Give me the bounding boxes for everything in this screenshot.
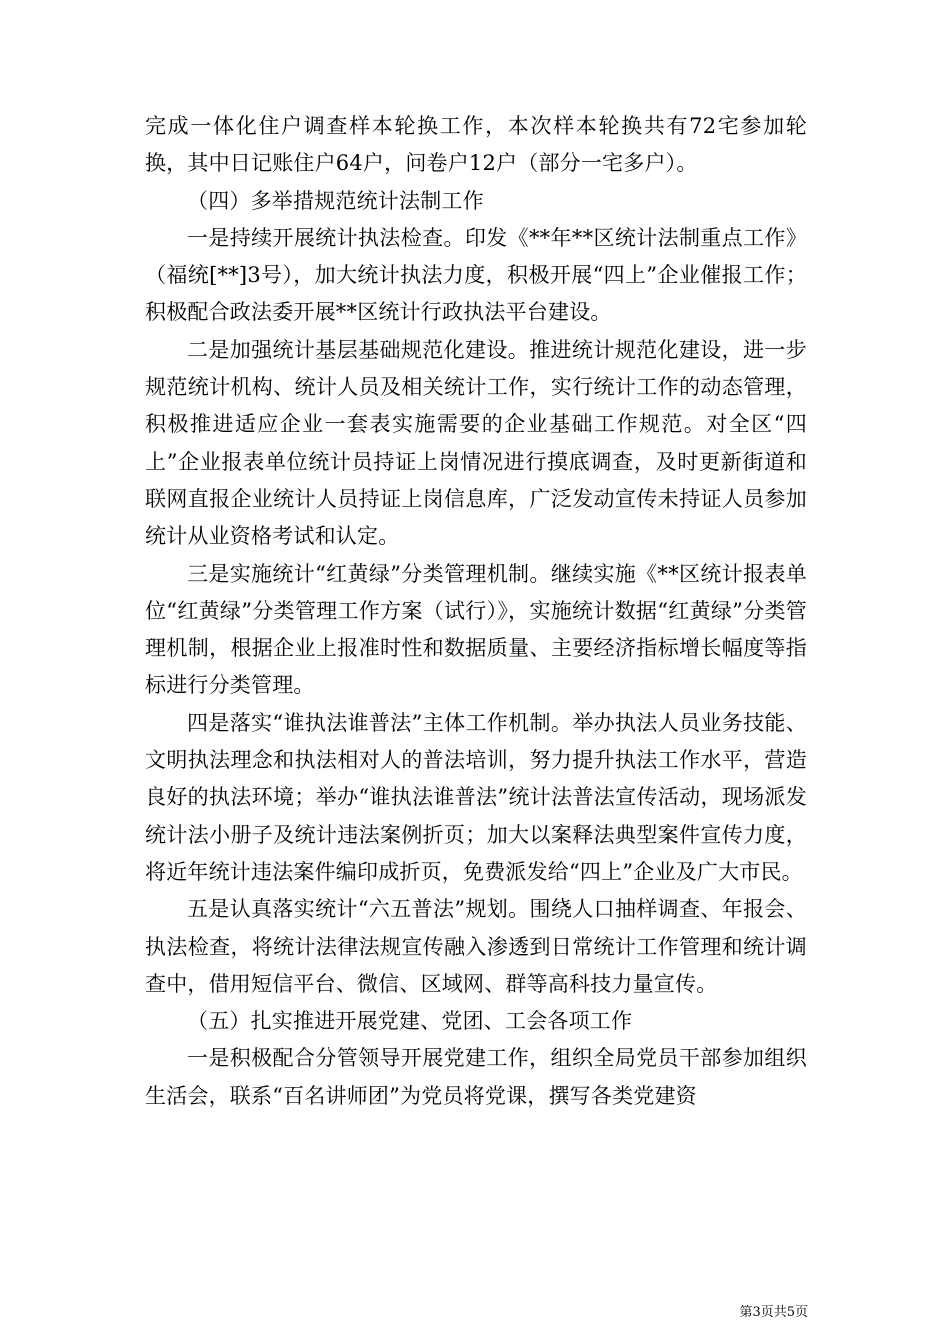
paragraph-law-popularization-mechanism: 四是落实“谁执法谁普法”主体工作机制。举办执法人员业务技能、文明执法理念和执法相对人的普法培训，努力提升执法工作水平，营造良好的执法环境；举办“谁执法谁普法”统计法普法宣传活动，现场派发统计法小册子及统计违法案例折页；加大以案释法典型案件宣传力度，将近年统计违法案件编印成折页，免费派发给“四上”企业及广大市民。 [145, 710, 807, 884]
paragraph-continuation: 完成一体化住户调查样本轮换工作，本次样本轮换共有72宅参加轮换，其中日记账住户64户，问卷户12户（部分一宅多户）。 [145, 114, 807, 176]
paragraph-sixth-five-year-plan: 五是认真落实统计“六五普法”规划。围绕人口抽样调查、年报会、执法检查，将统计法律法规宣传融入渗透到日常统计工作管理和统计调查中，借用短信平台、微信、区域网、群等高科技力量宣传。 [145, 897, 807, 996]
section-heading-4: （四）多举措规范统计法制工作 [187, 188, 484, 213]
page-number-footer: 第3页共5页 [739, 1305, 808, 1320]
paragraph-red-yellow-green-management: 三是实施统计“红黄绿”分类管理机制。继续实施《**区统计报表单位“红黄绿”分类管理工作方案（试行）》，实施统计数据“红黄绿”分类管理机制，根据企业上报准时性和数据质量、主要经济指标增长幅度等指标进行分类管理。 [145, 561, 807, 698]
paragraph-grassroots-standardization: 二是加强统计基层基础规范化建设。推进统计规范化建设，进一步规范统计机构、统计人员及相关统计工作，实行统计工作的动态管理，积极推进适应企业一套表实施需要的企业基础工作规范。对全区“四上”企业报表单位统计员持证上岗情况进行摸底调查，及时更新街道和联网直报企业统计人员持证上岗信息库，广泛发动宣传未持证人员参加统计从业资格考试和认定。 [145, 337, 807, 549]
paragraph-party-building: 一是积极配合分管领导开展党建工作，组织全局党员干部参加组织生活会，联系“百名讲师团”为党员将党课，撰写各类党建资 [145, 1046, 807, 1108]
document-body [145, 108, 807, 1115]
paragraph-law-enforcement-inspection: 一是持续开展统计执法检查。印发《**年**区统计法制重点工作》（福统[**]3号），加大统计执法力度，积极开展“四上”企业催报工作；积极配合政法委开展**区统计行政执法平台建设。 [145, 225, 807, 325]
section-heading-5: （五）扎实推进开展党建、党团、工会各项工作 [187, 1009, 633, 1034]
